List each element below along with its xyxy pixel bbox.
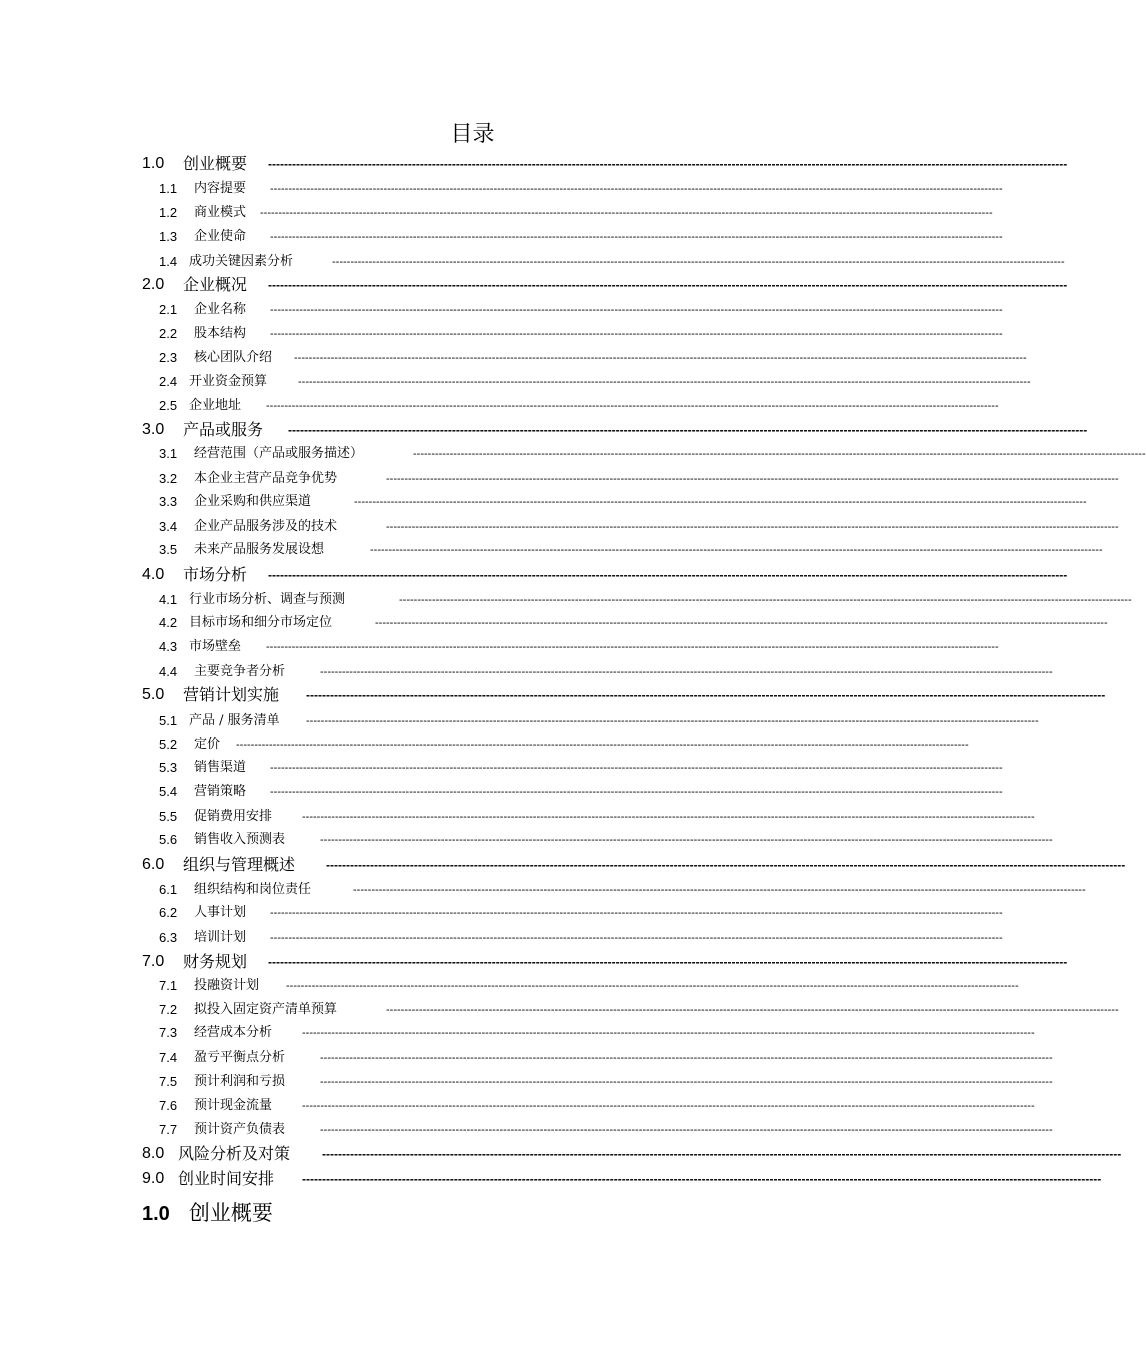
toc-dot-leader: -------------------------------------------------------------------------------------------------------------------------------------------------------------------------------------------------------- bbox=[270, 304, 1003, 316]
toc-entry[interactable] bbox=[0, 395, 999, 417]
toc-entry-label: 商业模式 bbox=[194, 205, 247, 220]
toc-dot-leader: -------------------------------------------------------------------------------------------------------------------------------------------------------------------------------------------------------- bbox=[332, 256, 1065, 268]
toc-entry[interactable] bbox=[0, 710, 1039, 732]
toc-dot-leader: -------------------------------------------------------------------------------------------------------------------------------------------------------------------------------------------------------- bbox=[268, 955, 1068, 969]
toc-entry-number: 4.1 bbox=[159, 592, 178, 607]
toc-dot-leader: -------------------------------------------------------------------------------------------------------------------------------------------------------------------------------------------------------- bbox=[266, 400, 999, 412]
toc-entry-number: 7.3 bbox=[159, 1025, 178, 1040]
toc-entry[interactable] bbox=[0, 999, 1119, 1021]
toc-entry-number: 9.0 bbox=[142, 1170, 165, 1187]
toc-entry-number: 2.2 bbox=[159, 326, 178, 341]
toc-dot-leader: -------------------------------------------------------------------------------------------------------------------------------------------------------------------------------------------------------- bbox=[320, 1076, 1053, 1088]
toc-entry-label: 创业概要 bbox=[183, 154, 248, 173]
toc-dot-leader: -------------------------------------------------------------------------------------------------------------------------------------------------------------------------------------------------------- bbox=[386, 521, 1119, 533]
toc-entry-number: 7.1 bbox=[159, 978, 178, 993]
toc-entry-number: 3.1 bbox=[159, 446, 178, 461]
toc-entry-number: 1.1 bbox=[159, 181, 178, 196]
toc-entry-number: 7.4 bbox=[159, 1050, 178, 1065]
toc-entry-number: 7.0 bbox=[142, 953, 165, 970]
toc-entry[interactable] bbox=[0, 1047, 1053, 1069]
toc-dot-leader: -------------------------------------------------------------------------------------------------------------------------------------------------------------------------------------------------------- bbox=[306, 715, 1039, 727]
toc-entry[interactable] bbox=[0, 153, 1068, 175]
toc-entry-label: 预计资产负债表 bbox=[194, 1122, 286, 1137]
toc-entry[interactable] bbox=[0, 323, 1003, 345]
toc-entry-number: 2.5 bbox=[159, 398, 178, 413]
toc-entry-label: 销售收入预测表 bbox=[194, 832, 286, 847]
toc-entry-label: 企业采购和供应渠道 bbox=[194, 494, 312, 509]
toc-dot-leader: -------------------------------------------------------------------------------------------------------------------------------------------------------------------------------------------------------- bbox=[268, 157, 1068, 171]
toc-entry-label: 经营成本分析 bbox=[194, 1025, 273, 1040]
section-title: 创业概要 bbox=[188, 1201, 273, 1225]
toc-entry-number: 3.5 bbox=[159, 542, 178, 557]
toc-dot-leader: -------------------------------------------------------------------------------------------------------------------------------------------------------------------------------------------------------- bbox=[302, 1027, 1035, 1039]
toc-entry-label: 内容提要 bbox=[194, 181, 247, 196]
toc-entry[interactable] bbox=[0, 491, 1087, 513]
toc-entry-number: 4.4 bbox=[159, 664, 178, 679]
toc-entry[interactable] bbox=[0, 178, 1003, 200]
toc-entry[interactable] bbox=[0, 589, 1132, 611]
toc-dot-leader: -------------------------------------------------------------------------------------------------------------------------------------------------------------------------------------------------------- bbox=[375, 617, 1108, 629]
toc-entry-number: 5.3 bbox=[159, 760, 178, 775]
toc-dot-leader: -------------------------------------------------------------------------------------------------------------------------------------------------------------------------------------------------------- bbox=[326, 858, 1126, 872]
toc-dot-leader: -------------------------------------------------------------------------------------------------------------------------------------------------------------------------------------------------------- bbox=[270, 907, 1003, 919]
toc-entry[interactable] bbox=[0, 539, 1103, 561]
section-heading bbox=[142, 1199, 273, 1227]
toc-entry-number: 5.6 bbox=[159, 832, 178, 847]
toc-entry-label: 组织结构和岗位责任 bbox=[194, 882, 312, 897]
toc-entry-number: 7.6 bbox=[159, 1098, 178, 1113]
toc-entry[interactable] bbox=[0, 1143, 1122, 1165]
toc-entry-number: 5.5 bbox=[159, 809, 178, 824]
toc-entry-label: 盈亏平衡点分析 bbox=[194, 1050, 286, 1065]
toc-entry[interactable] bbox=[0, 975, 1019, 997]
toc-entry[interactable] bbox=[0, 829, 1053, 851]
toc-dot-leader: -------------------------------------------------------------------------------------------------------------------------------------------------------------------------------------------------------- bbox=[322, 1147, 1122, 1161]
toc-entry[interactable] bbox=[0, 202, 993, 224]
toc-entry[interactable] bbox=[0, 1071, 1053, 1093]
toc-entry[interactable] bbox=[0, 1022, 1035, 1044]
toc-dot-leader: -------------------------------------------------------------------------------------------------------------------------------------------------------------------------------------------------------- bbox=[270, 183, 1003, 195]
toc-entry-label: 促销费用安排 bbox=[194, 809, 273, 824]
toc-entry-label: 主要竞争者分析 bbox=[194, 664, 286, 679]
toc-entry-label: 股本结构 bbox=[194, 326, 247, 341]
toc-entry-number: 4.0 bbox=[142, 566, 165, 583]
toc-entry[interactable] bbox=[0, 274, 1068, 296]
toc-entry-label: 投融资计划 bbox=[194, 978, 260, 993]
toc-entry[interactable] bbox=[0, 371, 1031, 393]
toc-entry-label: 预计现金流量 bbox=[194, 1098, 273, 1113]
toc-entry-label: 预计利润和亏损 bbox=[194, 1074, 286, 1089]
toc-dot-leader: -------------------------------------------------------------------------------------------------------------------------------------------------------------------------------------------------------- bbox=[268, 568, 1068, 582]
toc-entry-number: 2.4 bbox=[159, 374, 178, 389]
toc-entry-number: 6.1 bbox=[159, 882, 178, 897]
toc-dot-leader: -------------------------------------------------------------------------------------------------------------------------------------------------------------------------------------------------------- bbox=[270, 231, 1003, 243]
toc-dot-leader: -------------------------------------------------------------------------------------------------------------------------------------------------------------------------------------------------------- bbox=[320, 1052, 1053, 1064]
toc-entry-number: 5.1 bbox=[159, 713, 178, 728]
toc-entry-label: 财务规划 bbox=[183, 952, 248, 971]
toc-entry-label: 市场壁垒 bbox=[189, 639, 242, 654]
toc-entry-label: 企业概况 bbox=[183, 275, 248, 294]
toc-title: 目录 bbox=[450, 122, 495, 147]
toc-dot-leader: -------------------------------------------------------------------------------------------------------------------------------------------------------------------------------------------------------- bbox=[370, 544, 1103, 556]
toc-dot-leader: -------------------------------------------------------------------------------------------------------------------------------------------------------------------------------------------------------- bbox=[270, 786, 1003, 798]
toc-dot-leader: -------------------------------------------------------------------------------------------------------------------------------------------------------------------------------------------------------- bbox=[298, 376, 1031, 388]
toc-entry-number: 1.3 bbox=[159, 229, 178, 244]
toc-entry[interactable] bbox=[0, 347, 1027, 369]
toc-entry-number: 4.2 bbox=[159, 615, 178, 630]
toc-dot-leader: -------------------------------------------------------------------------------------------------------------------------------------------------------------------------------------------------------- bbox=[286, 980, 1019, 992]
toc-dot-leader: -------------------------------------------------------------------------------------------------------------------------------------------------------------------------------------------------------- bbox=[306, 688, 1106, 702]
toc-dot-leader: -------------------------------------------------------------------------------------------------------------------------------------------------------------------------------------------------------- bbox=[260, 207, 993, 219]
toc-entry-number: 1.0 bbox=[142, 155, 165, 172]
toc-entry-number: 5.2 bbox=[159, 737, 178, 752]
toc-entry[interactable] bbox=[0, 684, 1106, 706]
toc-entry-label: 培训计划 bbox=[194, 930, 247, 945]
toc-entry-number: 6.0 bbox=[142, 856, 165, 873]
toc-entry[interactable] bbox=[0, 468, 1119, 490]
toc-entry-number: 5.0 bbox=[142, 686, 165, 703]
toc-entry[interactable] bbox=[0, 516, 1119, 538]
toc-entry[interactable] bbox=[0, 636, 999, 658]
toc-entry[interactable] bbox=[0, 879, 1086, 901]
toc-dot-leader: -------------------------------------------------------------------------------------------------------------------------------------------------------------------------------------------------------- bbox=[288, 423, 1088, 437]
toc-entry-number: 7.2 bbox=[159, 1002, 178, 1017]
toc-entry[interactable] bbox=[0, 251, 1065, 273]
toc-dot-leader: -------------------------------------------------------------------------------------------------------------------------------------------------------------------------------------------------------- bbox=[270, 932, 1003, 944]
toc-entry-label: 组织与管理概述 bbox=[183, 855, 296, 874]
toc-dot-leader: -------------------------------------------------------------------------------------------------------------------------------------------------------------------------------------------------------- bbox=[302, 1100, 1035, 1112]
toc-dot-leader: -------------------------------------------------------------------------------------------------------------------------------------------------------------------------------------------------------- bbox=[320, 1124, 1053, 1136]
toc-entry-number: 3.2 bbox=[159, 471, 178, 486]
toc-entry[interactable] bbox=[0, 443, 1146, 465]
toc-entry-label: 开业资金预算 bbox=[189, 374, 268, 389]
toc-entry[interactable] bbox=[0, 902, 1003, 924]
toc-entry-label: 创业时间安排 bbox=[178, 1169, 275, 1188]
toc-entry[interactable] bbox=[0, 226, 1003, 248]
toc-entry-number: 7.7 bbox=[159, 1122, 178, 1137]
toc-entry-number: 2.3 bbox=[159, 350, 178, 365]
toc-dot-leader: -------------------------------------------------------------------------------------------------------------------------------------------------------------------------------------------------------- bbox=[320, 834, 1053, 846]
toc-dot-leader: -------------------------------------------------------------------------------------------------------------------------------------------------------------------------------------------------------- bbox=[413, 448, 1146, 460]
toc-dot-leader: -------------------------------------------------------------------------------------------------------------------------------------------------------------------------------------------------------- bbox=[236, 739, 969, 751]
toc-entry-label: 企业名称 bbox=[194, 302, 247, 317]
toc-dot-leader: -------------------------------------------------------------------------------------------------------------------------------------------------------------------------------------------------------- bbox=[399, 594, 1132, 606]
toc-entry[interactable] bbox=[0, 1168, 1102, 1190]
toc-dot-leader: -------------------------------------------------------------------------------------------------------------------------------------------------------------------------------------------------------- bbox=[302, 811, 1035, 823]
toc-dot-leader: -------------------------------------------------------------------------------------------------------------------------------------------------------------------------------------------------------- bbox=[294, 352, 1027, 364]
toc-entry[interactable] bbox=[0, 951, 1068, 973]
toc-dot-leader: -------------------------------------------------------------------------------------------------------------------------------------------------------------------------------------------------------- bbox=[302, 1172, 1102, 1186]
toc-entry-label: 拟投入固定资产清单预算 bbox=[194, 1002, 338, 1017]
toc-entry-number: 3.3 bbox=[159, 494, 178, 509]
toc-dot-leader: -------------------------------------------------------------------------------------------------------------------------------------------------------------------------------------------------------- bbox=[353, 884, 1086, 896]
toc-entry-number: 4.3 bbox=[159, 639, 178, 654]
toc-entry-label: 企业使命 bbox=[194, 229, 247, 244]
toc-entry-number: 1.2 bbox=[159, 205, 178, 220]
toc-entry[interactable] bbox=[0, 1119, 1053, 1141]
toc-entry-label: 风险分析及对策 bbox=[178, 1144, 291, 1163]
toc-entry[interactable] bbox=[0, 854, 1126, 876]
toc-entry-number: 6.3 bbox=[159, 930, 178, 945]
toc-entry-label: 营销策略 bbox=[194, 784, 247, 799]
toc-entry-label: 核心团队介绍 bbox=[194, 350, 273, 365]
toc-dot-leader: -------------------------------------------------------------------------------------------------------------------------------------------------------------------------------------------------------- bbox=[386, 1004, 1119, 1016]
toc-entry-number: 5.4 bbox=[159, 784, 178, 799]
toc-dot-leader: -------------------------------------------------------------------------------------------------------------------------------------------------------------------------------------------------------- bbox=[386, 473, 1119, 485]
toc-entry[interactable] bbox=[0, 781, 1003, 803]
toc-entry-number: 2.0 bbox=[142, 276, 165, 293]
toc-entry-number: 3.0 bbox=[142, 421, 165, 438]
toc-entry[interactable] bbox=[0, 299, 1003, 321]
toc-entry[interactable] bbox=[0, 1095, 1035, 1117]
toc-entry-label: 产品 / 服务清单 bbox=[189, 713, 280, 728]
toc-entry-label: 企业地址 bbox=[189, 398, 242, 413]
toc-entry[interactable] bbox=[0, 661, 1053, 683]
toc-entry-number: 7.5 bbox=[159, 1074, 178, 1089]
toc-entry-label: 营销计划实施 bbox=[183, 685, 280, 704]
toc-entry-label: 目标市场和细分市场定位 bbox=[189, 615, 333, 630]
toc-entry-number: 3.4 bbox=[159, 519, 178, 534]
toc-entry-number: 6.2 bbox=[159, 905, 178, 920]
toc-entry[interactable] bbox=[0, 734, 969, 756]
toc-entry-label: 销售渠道 bbox=[194, 760, 247, 775]
toc-entry-number: 2.1 bbox=[159, 302, 178, 317]
toc-entry-label: 经营范围（产品或服务描述） bbox=[194, 446, 364, 461]
toc-dot-leader: -------------------------------------------------------------------------------------------------------------------------------------------------------------------------------------------------------- bbox=[320, 666, 1053, 678]
toc-entry-label: 定价 bbox=[194, 737, 221, 752]
toc-dot-leader: -------------------------------------------------------------------------------------------------------------------------------------------------------------------------------------------------------- bbox=[270, 762, 1003, 774]
section-number: 1.0 bbox=[142, 1203, 170, 1225]
toc-entry[interactable] bbox=[0, 564, 1068, 586]
toc-entry-number: 8.0 bbox=[142, 1145, 165, 1162]
toc-entry-label: 本企业主营产品竞争优势 bbox=[194, 471, 338, 486]
toc-entry-label: 人事计划 bbox=[194, 905, 247, 920]
toc-entry[interactable] bbox=[0, 419, 1088, 441]
toc-entry-label: 市场分析 bbox=[183, 565, 248, 584]
toc-dot-leader: -------------------------------------------------------------------------------------------------------------------------------------------------------------------------------------------------------- bbox=[266, 641, 999, 653]
toc-dot-leader: -------------------------------------------------------------------------------------------------------------------------------------------------------------------------------------------------------- bbox=[354, 496, 1087, 508]
toc-entry-label: 企业产品服务涉及的技术 bbox=[194, 519, 338, 534]
toc-entry[interactable] bbox=[0, 757, 1003, 779]
toc-entry-label: 未来产品服务发展设想 bbox=[194, 542, 325, 557]
toc-entry[interactable] bbox=[0, 612, 1108, 634]
toc-dot-leader: -------------------------------------------------------------------------------------------------------------------------------------------------------------------------------------------------------- bbox=[268, 278, 1068, 292]
toc-entry[interactable] bbox=[0, 806, 1035, 828]
toc-entry[interactable] bbox=[0, 927, 1003, 949]
toc-entry-label: 行业市场分析、调查与预测 bbox=[189, 592, 346, 607]
toc-entry-number: 1.4 bbox=[159, 254, 178, 269]
toc-entry-label: 产品或服务 bbox=[183, 420, 264, 439]
toc-entry-label: 成功关键因素分析 bbox=[189, 254, 294, 269]
toc-dot-leader: -------------------------------------------------------------------------------------------------------------------------------------------------------------------------------------------------------- bbox=[270, 328, 1003, 340]
